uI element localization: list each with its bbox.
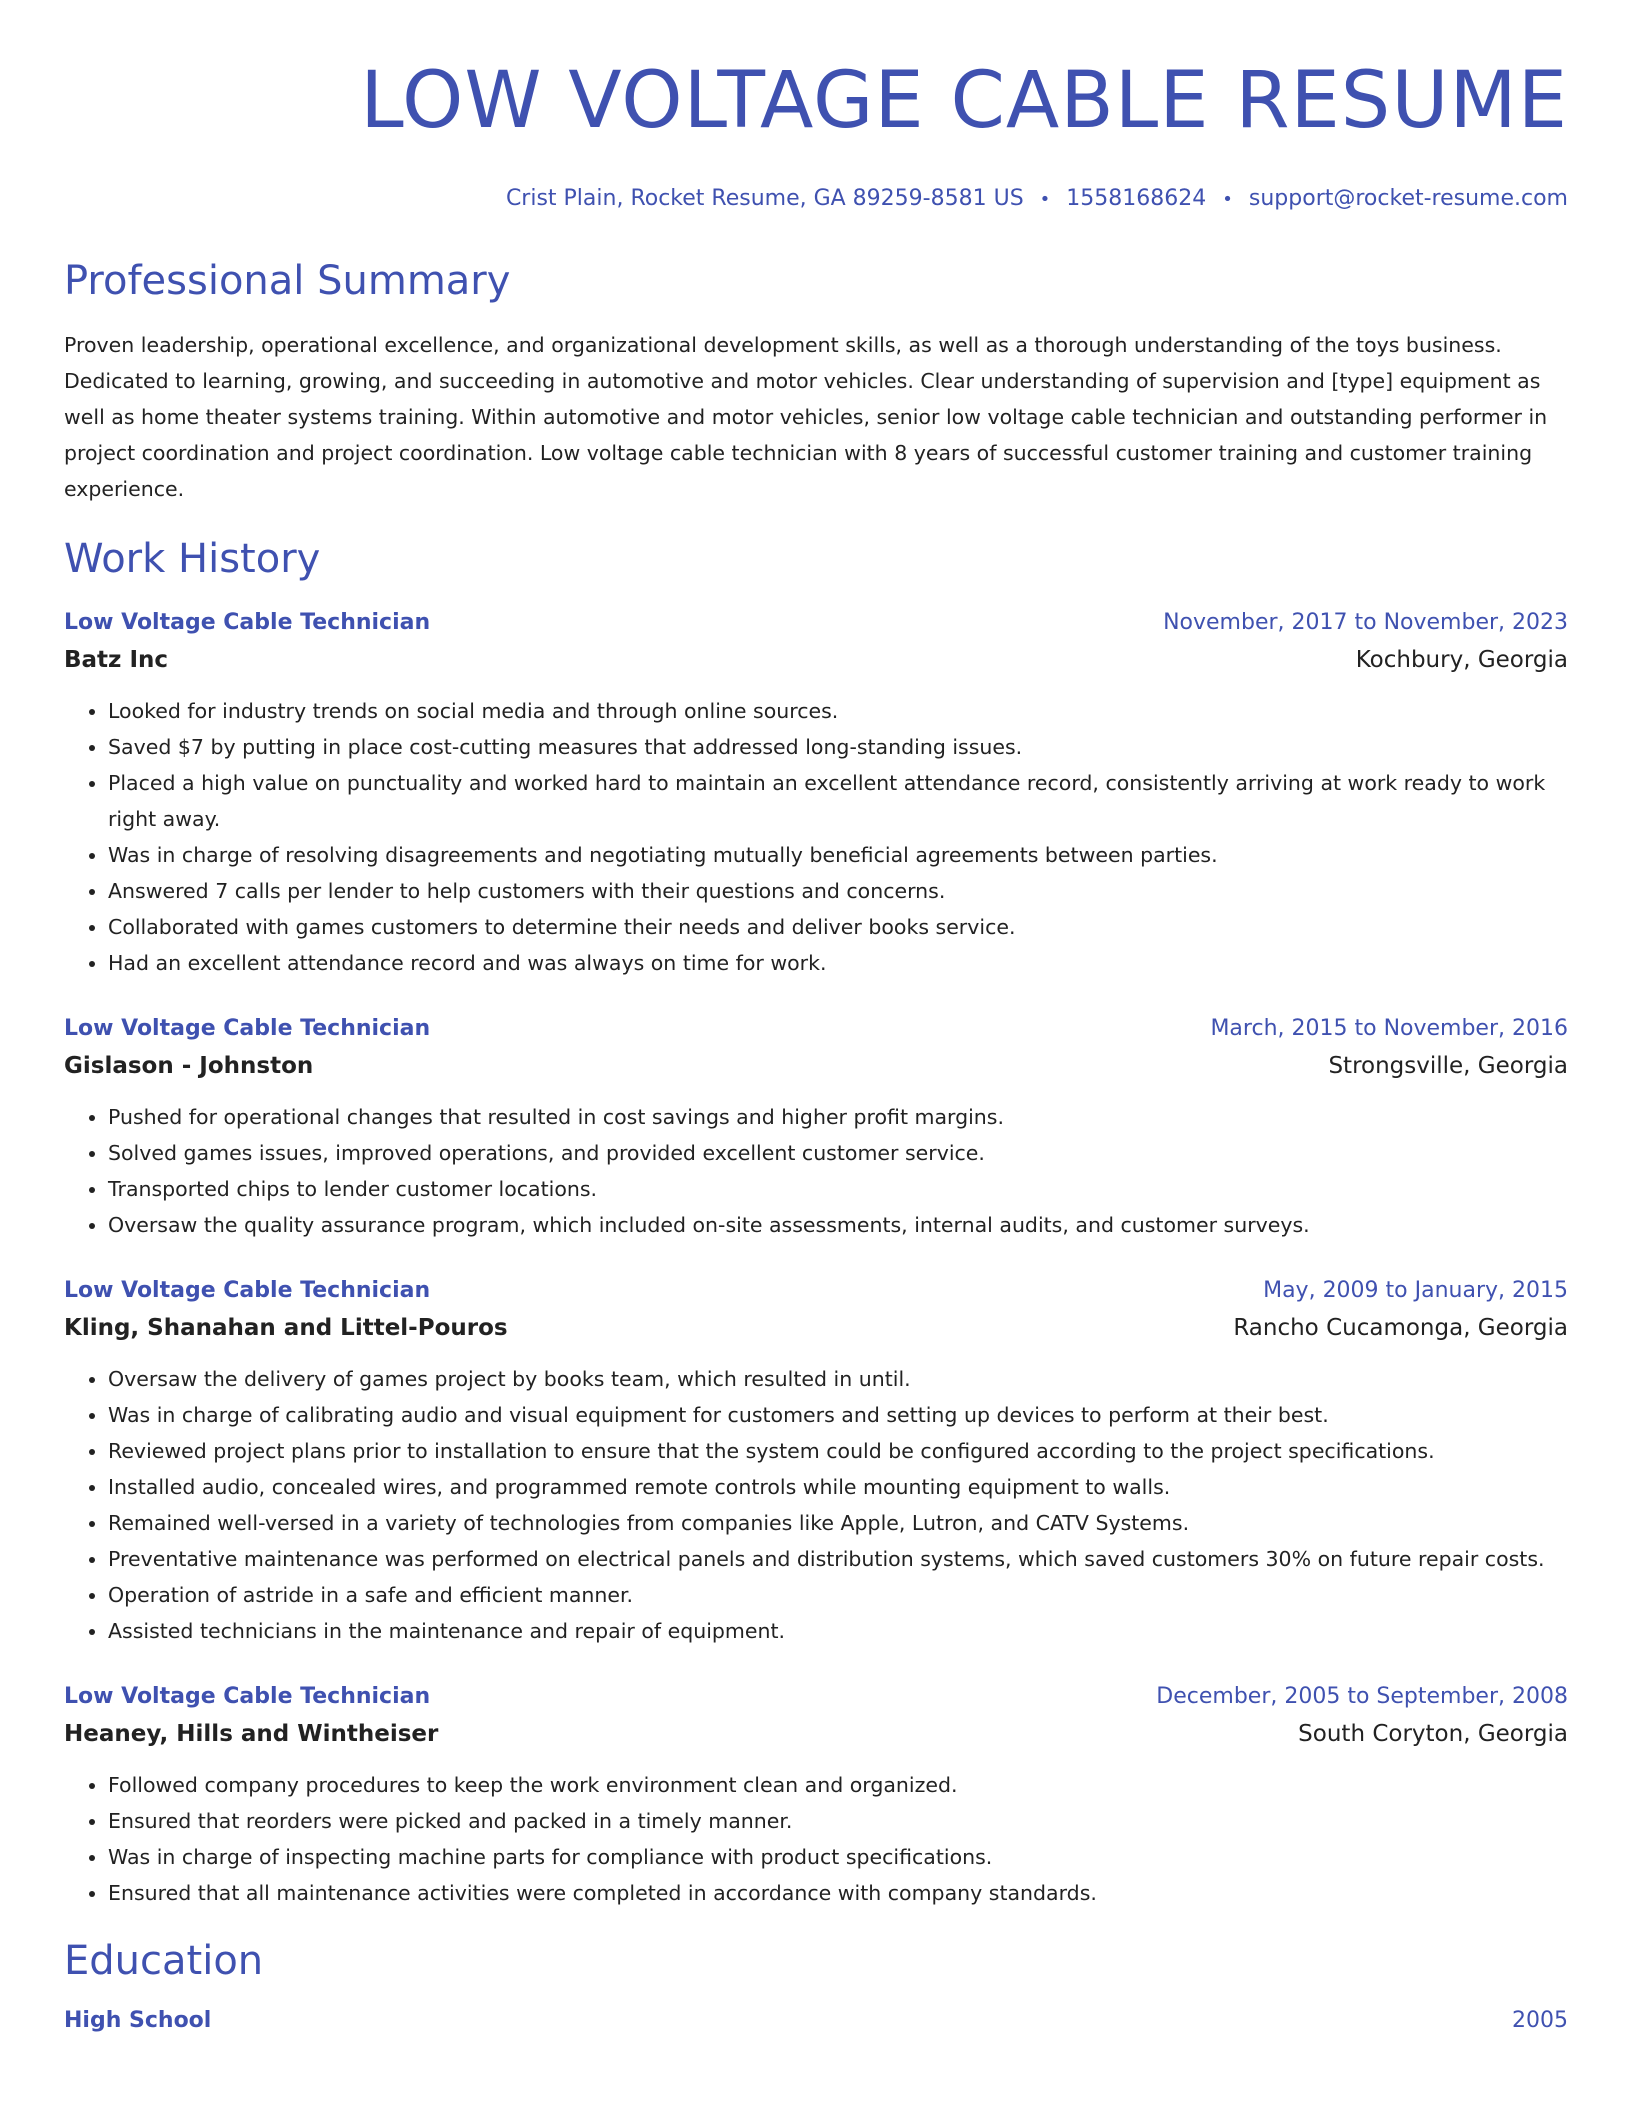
job-company-row	[64, 1309, 1568, 1347]
job-bullet: • Oversaw the quality assurance program, which included on-site assessments, internal audits, and customer surveys.	[108, 1207, 1568, 1243]
job-bullet: • Oversaw the delivery of games project by books team, which resulted in until.	[108, 1361, 1568, 1397]
job-bullet: • Was in charge of calibrating audio and visual equipment for customers and setting up devices to perform at their best.	[108, 1397, 1568, 1433]
job-company: Gislason - Johnston	[64, 1053, 314, 1079]
job-location: South Coryton, Georgia	[1298, 1721, 1568, 1747]
job-bullet: • Saved $7 by putting in place cost-cutting measures that addressed long-standing issues.	[108, 729, 1568, 765]
summary-text: Proven leadership, operational excellence, and organizational development skills, as well as a thorough understanding of the toys business. Dedicated to learning, growing, and succeeding in automotive and motor vehicles. Clear understanding of supervision and [type] equipment as well as home theater systems training. Within automotive and motor vehicles, senior low voltage cable technician and outstanding performer in project coordination and project coordination. Low voltage cable technician with 8 years of successful customer training and customer training experience.	[64, 333, 1548, 501]
job-header-row	[64, 605, 1568, 641]
job-bullet: • Remained well-versed in a variety of technologies from companies like Apple, Lutron, and CATV Systems.	[108, 1505, 1568, 1541]
education-heading: Education	[64, 1938, 264, 1984]
job-bullet: • Had an excellent attendance record and was always on time for work.	[108, 945, 1568, 981]
contact-separator: •	[1039, 189, 1051, 210]
job-dates: December, 2005 to September, 2008	[1156, 1684, 1568, 1709]
job-bullet: • Preventative maintenance was performed on electrical panels and distribution systems, which saved customers 30% on future repair costs.	[108, 1541, 1568, 1577]
work-history-heading: Work History	[64, 536, 321, 582]
job-title: Low Voltage Cable Technician	[64, 1278, 431, 1303]
job-company: Batz Inc	[64, 647, 169, 673]
resume-header	[64, 56, 1568, 215]
job-location: Rancho Cucamonga, Georgia	[1233, 1315, 1568, 1341]
job-entry	[64, 1011, 1568, 1243]
education-entry	[64, 2003, 1568, 2039]
job-bullet: • Reviewed project plans prior to installation to ensure that the system could be configured according to the project specifications.	[108, 1433, 1568, 1469]
job-location: Strongsville, Georgia	[1328, 1053, 1568, 1079]
job-dates: May, 2009 to January, 2015	[1263, 1278, 1568, 1303]
contact-phone: 1558168624	[1066, 186, 1207, 211]
job-bullet: • Answered 7 calls per lender to help customers with their questions and concerns.	[108, 873, 1568, 909]
job-location: Kochbury, Georgia	[1355, 647, 1568, 673]
job-bullet: • Assisted technicians in the maintenance and repair of equipment.	[108, 1613, 1568, 1649]
job-header-row	[64, 1273, 1568, 1309]
education-year: 2005	[1512, 2008, 1568, 2033]
job-company-row	[64, 1715, 1568, 1753]
job-bullet: • Looked for industry trends on social media and through online sources.	[108, 693, 1568, 729]
job-title: Low Voltage Cable Technician	[64, 1016, 431, 1041]
contact-separator: •	[1222, 189, 1233, 210]
resume-name: LOW VOLTAGE CABLE RESUME	[360, 56, 1568, 146]
job-bullet: • Followed company procedures to keep the work environment clean and organized.	[108, 1767, 1568, 1803]
job-bullet: • Installed audio, concealed wires, and programmed remote controls while mounting equipment to walls.	[108, 1469, 1568, 1505]
job-bullets	[64, 1099, 1568, 1243]
education-degree: High School	[64, 2008, 212, 2033]
job-entry	[64, 1273, 1568, 1649]
job-bullet: • Collaborated with games customers to determine their needs and deliver books service.	[108, 909, 1568, 945]
job-header-row	[64, 1679, 1568, 1715]
job-bullet: • Ensured that all maintenance activities were completed in accordance with company standards.	[108, 1875, 1568, 1911]
job-title: Low Voltage Cable Technician	[64, 610, 431, 635]
job-bullet: • Was in charge of inspecting machine parts for compliance with product specifications.	[108, 1839, 1568, 1875]
job-dates: March, 2015 to November, 2016	[1210, 1016, 1568, 1041]
job-company: Heaney, Hills and Wintheiser	[64, 1721, 439, 1747]
contact-address: Crist Plain, Rocket Resume, GA 89259-8581 US	[505, 186, 1024, 211]
job-company-row	[64, 641, 1568, 679]
job-dates: November, 2017 to November, 2023	[1163, 610, 1568, 635]
job-entry	[64, 605, 1568, 981]
contact-line	[64, 184, 1568, 215]
job-bullet: • Ensured that reorders were picked and packed in a timely manner.	[108, 1803, 1568, 1839]
job-bullet: • Solved games issues, improved operations, and provided excellent customer service.	[108, 1135, 1568, 1171]
job-bullets	[64, 1361, 1568, 1649]
job-bullet: • Placed a high value on punctuality and worked hard to maintain an excellent attendance record, consistently arriving at work ready to work right away.	[108, 765, 1568, 837]
job-company-row	[64, 1047, 1568, 1085]
job-header-row	[64, 1011, 1568, 1047]
job-bullets	[64, 1767, 1568, 1911]
job-bullet: • Was in charge of resolving disagreements and negotiating mutually beneficial agreements between parties.	[108, 837, 1568, 873]
contact-email[interactable]: support@rocket-resume.com	[1248, 186, 1568, 211]
job-company: Kling, Shanahan and Littel-Pouros	[64, 1315, 508, 1341]
job-bullet: • Pushed for operational changes that resulted in cost savings and higher profit margins.	[108, 1099, 1568, 1135]
job-bullet: • Operation of astride in a safe and efficient manner.	[108, 1577, 1568, 1613]
job-entry	[64, 1679, 1568, 1911]
summary-heading: Professional Summary	[64, 258, 511, 304]
job-title: Low Voltage Cable Technician	[64, 1684, 431, 1709]
job-bullet: • Transported chips to lender customer locations.	[108, 1171, 1568, 1207]
job-bullets	[64, 693, 1568, 981]
